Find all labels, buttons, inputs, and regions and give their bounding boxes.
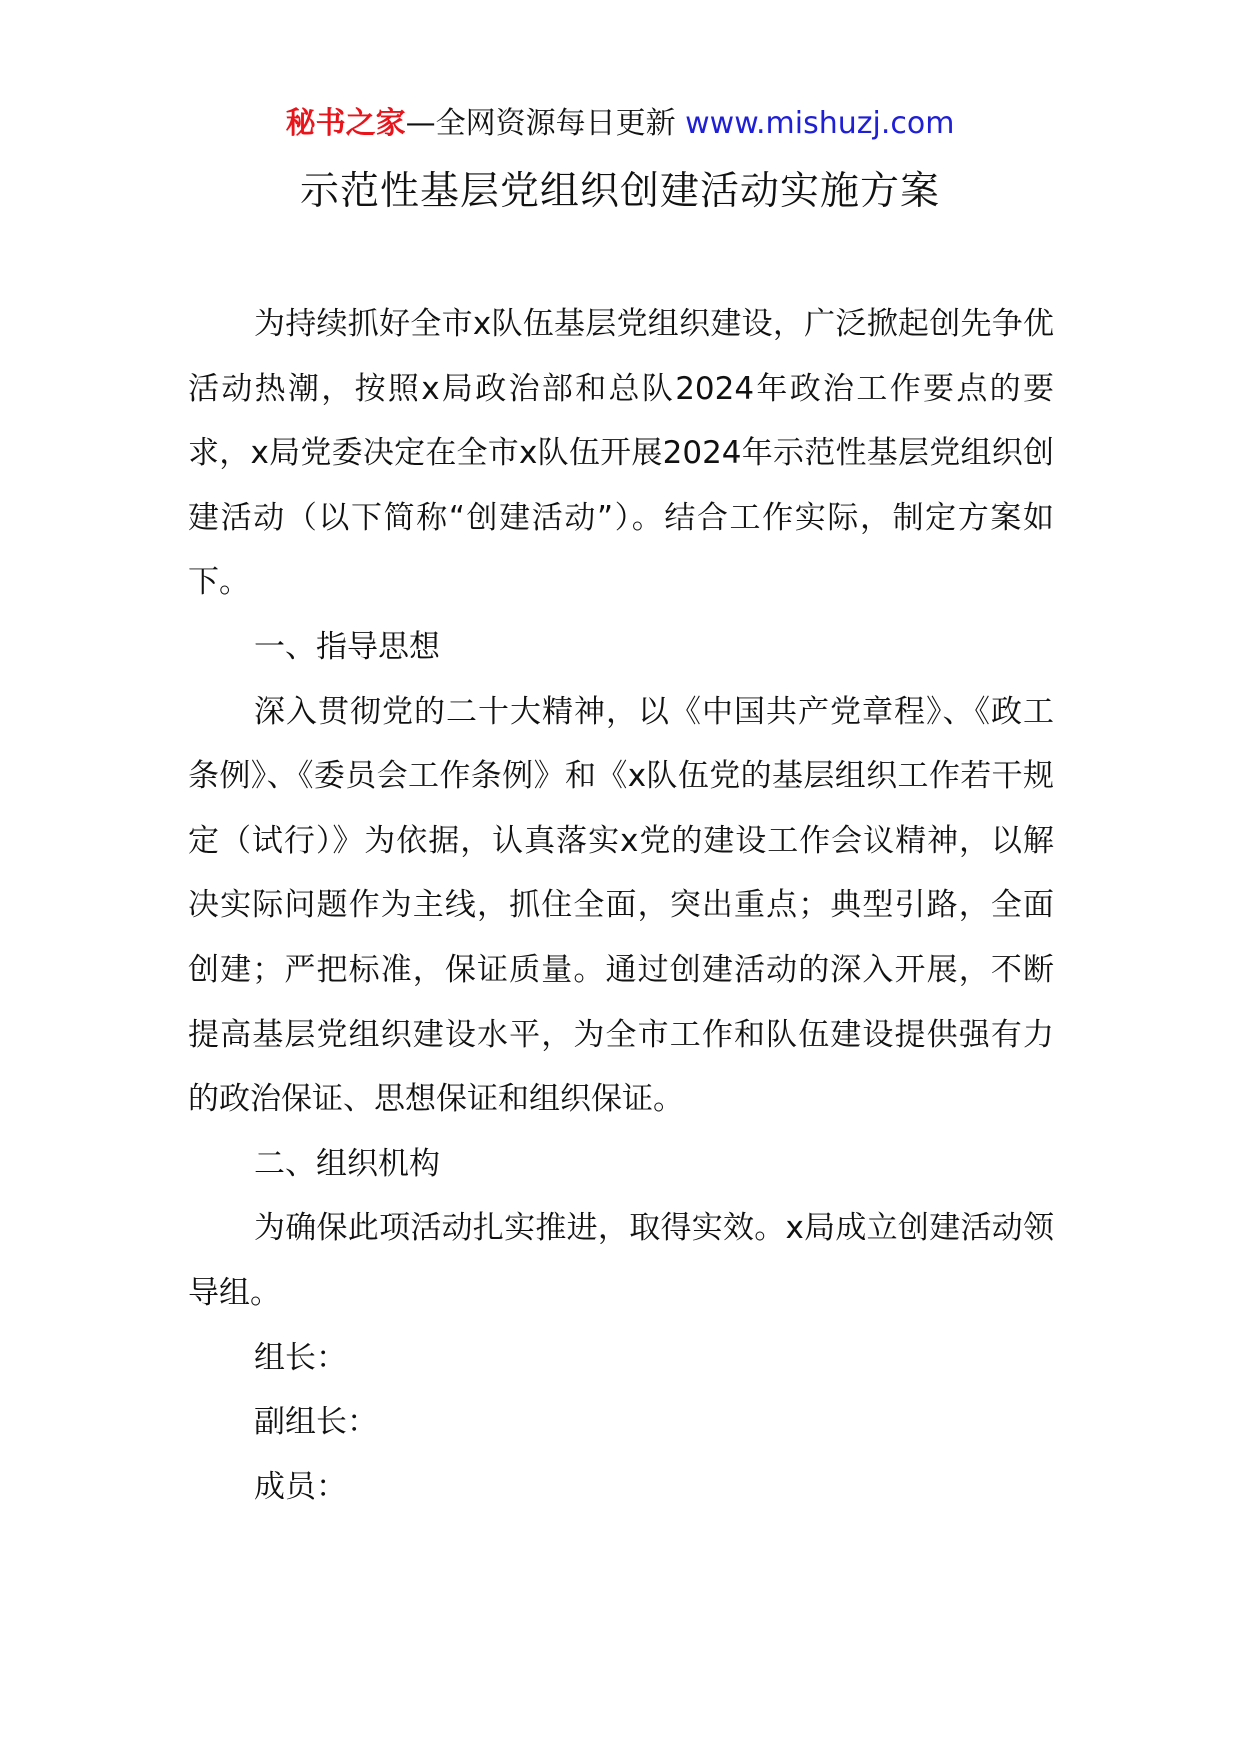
document-title: 示范性基层党组织创建活动实施方案	[299, 169, 940, 214]
banner-slogan: —全网资源每日更新	[405, 106, 686, 141]
brand-name: 秘书之家	[285, 106, 406, 141]
document-body	[188, 292, 1054, 1519]
intro-paragraph: 为持续抓好全市x队伍基层党组织建设，广泛掀起创先争优活动热潮，按照x局政治部和总队2024年政治工作要点的要求，x局党委决定在全市x队伍开展2024年示范性基层党组织创建活动（以下简称“创建活动”）。结合工作实际，制定方案如下。	[188, 306, 1054, 601]
guiding-ideology-paragraph: 深入贯彻党的二十大精神，以《中国共产党章程》、《政工条例》、《委员会工作条例》和《x队伍党的基层组织工作若干规定（试行）》为依据，认真落实x党的建设工作会议精神，以解决实际问题作为主线，抓住全面，突出重点；典型引路，全面创建；严把标准，保证质量。通过创建活动的深入开展，不断提高基层党组织建设水平，为全市工作和队伍建设提供强有力的政治保证、思想保证和组织保证。	[188, 693, 1054, 1118]
deputy-leader-label: 副组长：	[254, 1404, 378, 1441]
site-url-link[interactable]: www.mishuzj.com	[685, 106, 955, 141]
leader-label: 组长：	[254, 1339, 347, 1376]
organization-paragraph: 为确保此项活动扎实推进，取得实效。x局成立创建活动领导组。	[188, 1210, 1054, 1311]
members-label: 成员：	[254, 1468, 347, 1505]
section-heading-guiding-ideology: 一、指导思想	[254, 628, 440, 665]
section-heading-organization: 二、组织机构	[254, 1145, 440, 1182]
site-banner	[0, 104, 1240, 144]
